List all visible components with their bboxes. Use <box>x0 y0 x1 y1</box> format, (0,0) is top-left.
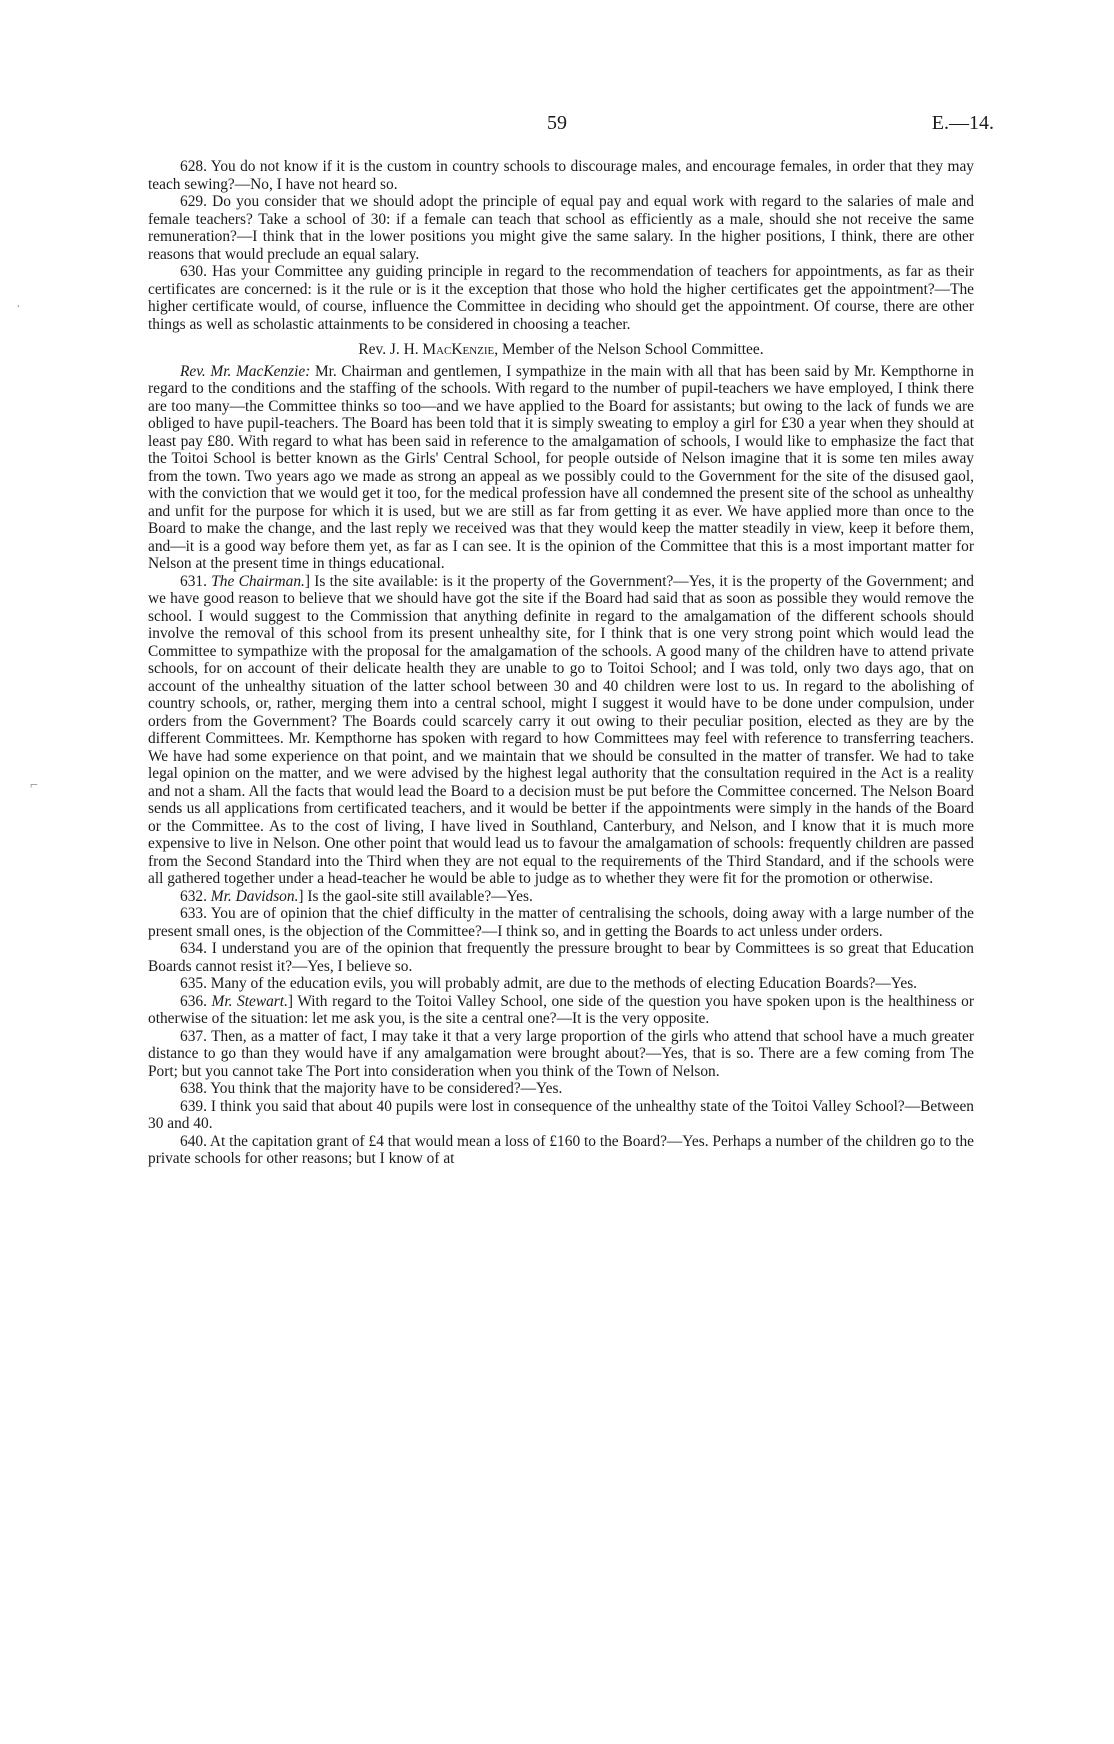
paragraph-634: 634. I understand you are of the opinion that frequently the pressure brought to bear by Committees is so great that Education Boards cannot resist it?—Yes, I believe so. <box>148 940 974 975</box>
paragraph-639: 639. I think you said that about 40 pupils were lost in consequence of the unhealthy state of the Toitoi Valley School?—Between 30 and 40. <box>148 1097 974 1132</box>
speaker-heading-name: MacKenzie <box>422 341 495 358</box>
paragraph-629: 629. Do you consider that we should adopt the principle of equal pay and equal work with regard to the salaries of male and female teachers? Take a school of 30: if a female can teach that school as efficiently as a male, should she not receive the same remuneration?—I think that in the lower positions you might give the same salary. In the higher positions, I think, there are other reasons that would preclude an equal salary. <box>148 193 974 263</box>
margin-mark: ⌐ <box>30 778 38 793</box>
statement-paragraph <box>148 363 974 573</box>
statement-speaker: Rev. Mr. MacKenzie: <box>180 362 311 380</box>
page-number: 59 <box>547 112 567 134</box>
document-code: E.—14. <box>931 112 994 134</box>
paragraph-640: 640. At the capitation grant of £4 that would mean a loss of £160 to the Board?—Yes. Perhaps a number of the children go to the private schools for other reasons; but I know of at <box>148 1132 974 1167</box>
paragraph-632: 632. Mr. Davidson.] Is the gaol-site still available?—Yes. <box>180 887 533 905</box>
paragraph-633: 633. You are of opinion that the chief difficulty in the matter of centralising the schools, doing away with a large number of the present small ones, is the objection of the Committee?—I think so, and in getting the Boards to act unless under orders. <box>148 905 974 940</box>
speaker-name: Mr. Davidson. <box>210 887 299 905</box>
paragraph-636: 636. Mr. Stewart.] With regard to the Toitoi Valley School, one side of the question you have spoken upon is the healthiness or otherwise of the situation: let me ask you, is the site a central one?—It is the very opposite. <box>148 992 974 1027</box>
paragraph-631: 631. The Chairman.] Is the site available: is it the property of the Government?—Yes, it is the property of the Government; and we have good reason to believe that we should have got the site if the Board had said that as soon as possible they would remove the school. I would suggest to the Commission that anything definite in regard to the amalgamation of the different schools should involve the removal of this school from its present unhealthy site, for I think that is one very strong point which would lead the Committee to sympathize with the proposal for the amalgamation of the schools. A good many of the children have to attend private schools, for on account of their delicate health they are unable to go to Toitoi School; and I was told, only two days ago, that on account of the unhealthy situation of the latter school between 30 and 40 children were lost to us. In regard to the abolishing of country schools, or, rather, merging them into a central school, might I suggest it would have to be done under compulsion, under orders from the Government? The Boards could scarcely carry it out owing to their peculiar position, elected as they are by the different Committees. Mr. Kempthorne has spoken with regard to how Committees may feel with reference to transferring teachers. We have had some experience on that point, and we maintain that we should be consulted in the matter of transfer. We had to take legal opinion on the matter, and we were advised by the highest legal authority that the consultation required in the Act is a reality and not a sham. All the facts that would lead the Board to a decision must be put before the Committee concerned. The Nelson Board sends us all applications from certificated teachers, and it would be better if the appointments were simply in the hands of the Board or the Committee. As to the cost of living, I have lived in Southland, Canterbury, and Nelson, and I know that it is much more expensive to live in Nelson. One other point that would lead us to favour the amalgamation of schools: frequently children are passed from the Second Standard into the Third when they are not equal to the requirements of the Third Standard, and if the schools were all gathered together under a head-teacher he would be able to judge as to whether they were fit for the promotion or otherwise. <box>148 572 974 887</box>
document-body <box>148 158 974 1168</box>
margin-mark: · <box>16 300 21 315</box>
speaker-heading-prefix: Rev. J. H. <box>358 341 423 358</box>
paragraph-635: 635. Many of the education evils, you will probably admit, are due to the methods of electing Education Boards?—Yes. <box>180 975 918 992</box>
statement-text: Mr. Chairman and gentlemen, I sympathize in the main with all that has been said by Mr. Kempthorne in regard to the conditions and the staffing of the schools. With regard to the number of pupil-teachers we have employed, I think there are too many—the Committee thinks so too—and we have applied to the Board for assistants; but owing to the lack of funds we are obliged to have pupil-teachers. The Board has been told that it is simply sweating to employ a girl for £30 a year when they should at least pay £80. With regard to what has been said in reference to the amalgamation of schools, I would like to emphasize the fact that the Toitoi School is better known as the Girls' Central School, for people outside of Nelson imagine that it is some ten miles away from the town. Two years ago we made as strong an appeal as we possibly could to the Government for the site of the disused gaol, with the conviction that we would get it too, for the medical profession have all condemned the present site of the school as unhealthy and unfit for the purpose for which it is used, but we are still as far from getting it as ever. We have applied more than once to the Board to make the change, and the last reply we received was that they would keep the matter steadily in view, keep it before them, and—it is a good way before them yet, as far as I can see. It is the opinion of the Committee that this is a most important matter for Nelson at the present time in things educational. <box>148 362 974 572</box>
speaker-name: The Chairman. <box>211 572 305 590</box>
paragraph-637: 637. Then, as a matter of fact, I may take it that a very large proportion of the girls who attend that school have a much greater distance to go than they would have if any amalgamation were brought about?—Yes, that is so. There are a few coming from The Port; but you cannot take The Port into consideration when you think of the Town of Nelson. <box>148 1027 974 1080</box>
speaker-heading-suffix: , Member of the Nelson School Committee. <box>494 341 764 358</box>
paragraph-630: 630. Has your Committee any guiding principle in regard to the recommendation of teachers for appointments, as far as their certificates are concerned: is it the rule or is it the exception that those who hold the higher certificates get the appointment?—The higher certificate would, of course, influence the Committee in deciding who should get the appointment. Of course, there are other things as well as scholastic attainments to be considered in choosing a teacher. <box>148 263 974 333</box>
speaker-heading <box>148 341 974 359</box>
paragraph-638: 638. You think that the majority have to be considered?—Yes. <box>180 1080 563 1097</box>
paragraph-628: 628. You do not know if it is the custom in country schools to discourage males, and encourage females, in order that they may teach sewing?—No, I have not heard so. <box>148 158 974 193</box>
speaker-name: Mr. Stewart. <box>211 992 288 1010</box>
